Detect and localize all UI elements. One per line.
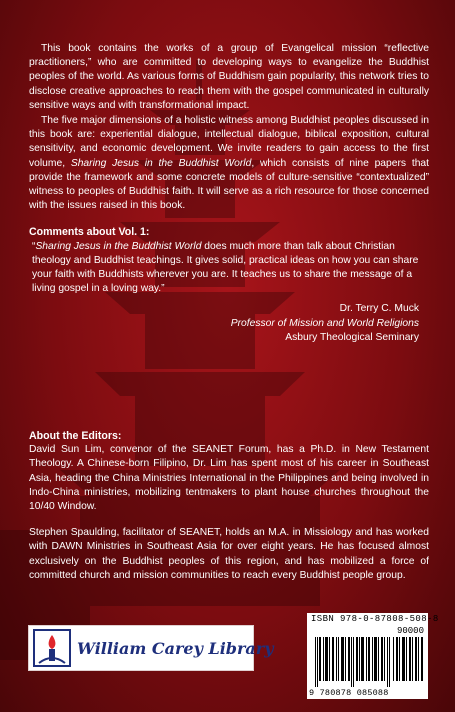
isbn-number: ISBN 978-0-87808-508-8 <box>311 614 439 624</box>
price-code: 90000 <box>396 626 424 636</box>
intro-paragraph-1: This book contains the works of a group of Evangelical mission “reflective practitioners,” who are committed to developing ways to evangelize the Buddhist peoples of the world. As various forms of Buddhism gain popularity, this network tries to disclose creative approaches to reach them with the gospel communicated in culturally sensitive ways and with transformational impact. <box>29 43 429 111</box>
comments-heading: Comments about Vol. 1: <box>29 226 150 239</box>
candle-flame-logo-icon <box>33 629 71 667</box>
publisher-name: William Carey Library <box>77 638 274 658</box>
barcode-icon <box>315 637 391 687</box>
editors-heading: About the Editors: <box>29 430 122 442</box>
endorser-name: Dr. Terry C. Muck <box>339 303 419 315</box>
endorsement-quote <box>29 240 429 297</box>
quote-body: does much more than talk about Christian theology and Buddhist teachings. It gives solid, practical ideas on how you can share your faith with Buddhists wherever you are. It teaches us to share the message of a living gospel in a loving way.” <box>32 240 419 295</box>
ean-digits: 9 780878 085088 <box>309 688 389 698</box>
book-title-reference: Sharing Jesus in the Buddhist World <box>70 157 252 169</box>
back-cover-text <box>29 42 429 345</box>
about-editors-section <box>29 429 429 583</box>
quote-open-mark: “ <box>32 240 36 252</box>
editor-1-bio: David Sun Lim, convenor of the SEANET Forum, has a Ph.D. in New Testament Theology. A Chinese-born Filipino, Dr. Lim has spent most of his career in Southeast Asia, heading the China Ministries International in the Philippines and being involved in Indo-China ministries, mobilizing tentmakers to plant house churches throughout the 10/40 Window. <box>29 444 429 513</box>
publisher-logo <box>28 625 274 671</box>
endorser-institution: Asbury Theological Seminary <box>285 331 419 343</box>
price-barcode-icon <box>393 637 423 681</box>
endorsement-attribution <box>29 302 429 345</box>
intro-paragraph-2 <box>29 114 429 213</box>
barcode-block <box>307 613 439 699</box>
quote-book-title: Sharing Jesus in the Buddhist World <box>35 240 202 252</box>
editor-2-bio: Stephen Spaulding, facilitator of SEANET, holds an M.A. in Missiology and has worked with DAWN Ministries in Southeast Asia for over eight years. He has focused almost exclusively on the Buddhist peoples of this region, and has mobilized a force of committed church and mission communities to reach every Buddhist people group. <box>29 527 429 581</box>
intro-paragraph-2-part-a: The five major dimensions of a holistic witness among Buddhist peoples discussed in this book are: experiential dialogue, intellectual dialogue, biblical exposition, cultural sensitivity, and economic development. We invite readers to gain access to the first volume, <box>29 115 429 169</box>
endorser-role: Professor of Mission and World Religions <box>230 317 419 329</box>
intro-paragraph-2-part-b: , which consists of nine papers that provide the framework and some concrete models of culture-sensitive “contextualized” witness to peoples of Buddhist faith. It will serve as a rich resource for those concerned with the issues raised in this book. <box>29 157 430 212</box>
